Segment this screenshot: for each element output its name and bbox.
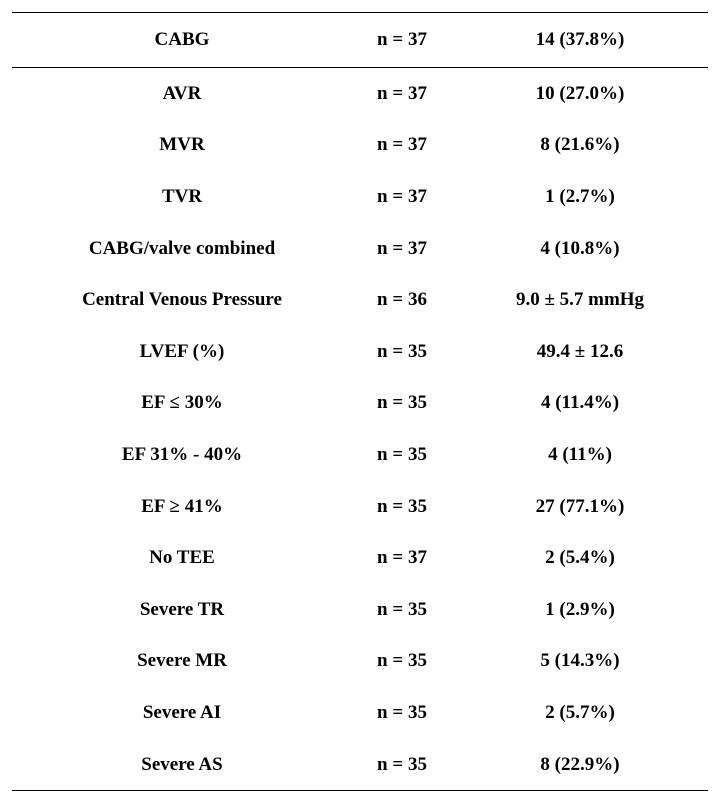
row-n: n = 35 xyxy=(377,753,427,775)
row-value: 2 (5.7%) xyxy=(545,701,615,723)
row-label: Central Venous Pressure xyxy=(82,289,282,311)
row-label: AVR xyxy=(162,82,202,104)
row-label: MVR xyxy=(159,134,205,156)
row-label: No TEE xyxy=(149,547,215,569)
row-n: n = 35 xyxy=(377,392,427,414)
row-label: EF 31% - 40% xyxy=(121,443,243,465)
row-n: n = 37 xyxy=(377,185,427,207)
row-value: 1 (2.7%) xyxy=(545,185,615,207)
row-n: n = 37 xyxy=(377,134,427,156)
row-n: n = 37 xyxy=(377,29,427,50)
row-value: 2 (5.4%) xyxy=(545,547,615,569)
row-n: n = 37 xyxy=(377,547,427,569)
row-n: n = 37 xyxy=(377,82,427,104)
row-n: n = 35 xyxy=(377,598,427,620)
row-label: CABG/valve combined xyxy=(88,237,276,259)
table-row xyxy=(12,429,708,481)
table-row xyxy=(12,68,708,120)
row-value: 4 (11%) xyxy=(548,443,612,465)
row-value: 27 (77.1%) xyxy=(535,495,625,517)
table-row xyxy=(12,223,708,275)
row-value: 5 (14.3%) xyxy=(540,650,620,672)
table-header-row xyxy=(12,13,708,67)
row-label: Severe AI xyxy=(142,701,222,723)
row-value: 4 (11.4%) xyxy=(540,392,620,414)
row-label: LVEF (%) xyxy=(139,340,225,362)
table-row xyxy=(12,584,708,636)
row-n: n = 35 xyxy=(377,701,427,723)
table-body xyxy=(12,68,708,790)
row-value: 9.0 ± 5.7 mmHg xyxy=(515,289,645,311)
row-n: n = 35 xyxy=(377,650,427,672)
row-value: 8 (21.6%) xyxy=(540,134,620,156)
table-row xyxy=(12,378,708,430)
row-label: Severe MR xyxy=(137,650,227,672)
table-row xyxy=(12,636,708,688)
row-n: n = 37 xyxy=(377,237,427,259)
row-value: 49.4 ± 12.6 xyxy=(536,340,624,362)
table-row xyxy=(12,120,708,172)
row-label: EF ≥ 41% xyxy=(141,495,223,517)
row-label: CABG xyxy=(154,29,210,50)
table-row xyxy=(12,274,708,326)
table-row xyxy=(12,171,708,223)
row-label: EF ≤ 30% xyxy=(141,392,223,414)
row-value: 14 (37.8%) xyxy=(535,29,625,50)
row-label: Severe TR xyxy=(139,598,225,620)
table-row xyxy=(12,687,708,739)
row-value: 8 (22.9%) xyxy=(540,753,620,775)
table-row xyxy=(12,739,708,791)
data-table xyxy=(12,12,708,791)
table-row xyxy=(12,532,708,584)
row-value: 4 (10.8%) xyxy=(540,237,620,259)
row-n: n = 35 xyxy=(377,443,427,465)
row-n: n = 36 xyxy=(377,289,427,311)
row-n: n = 35 xyxy=(377,495,427,517)
table-row xyxy=(12,326,708,378)
row-label: Severe AS xyxy=(141,753,223,775)
row-value: 10 (27.0%) xyxy=(535,82,625,104)
row-value: 1 (2.9%) xyxy=(545,598,615,620)
row-label: TVR xyxy=(161,185,203,207)
table-row xyxy=(12,481,708,533)
row-n: n = 35 xyxy=(377,340,427,362)
